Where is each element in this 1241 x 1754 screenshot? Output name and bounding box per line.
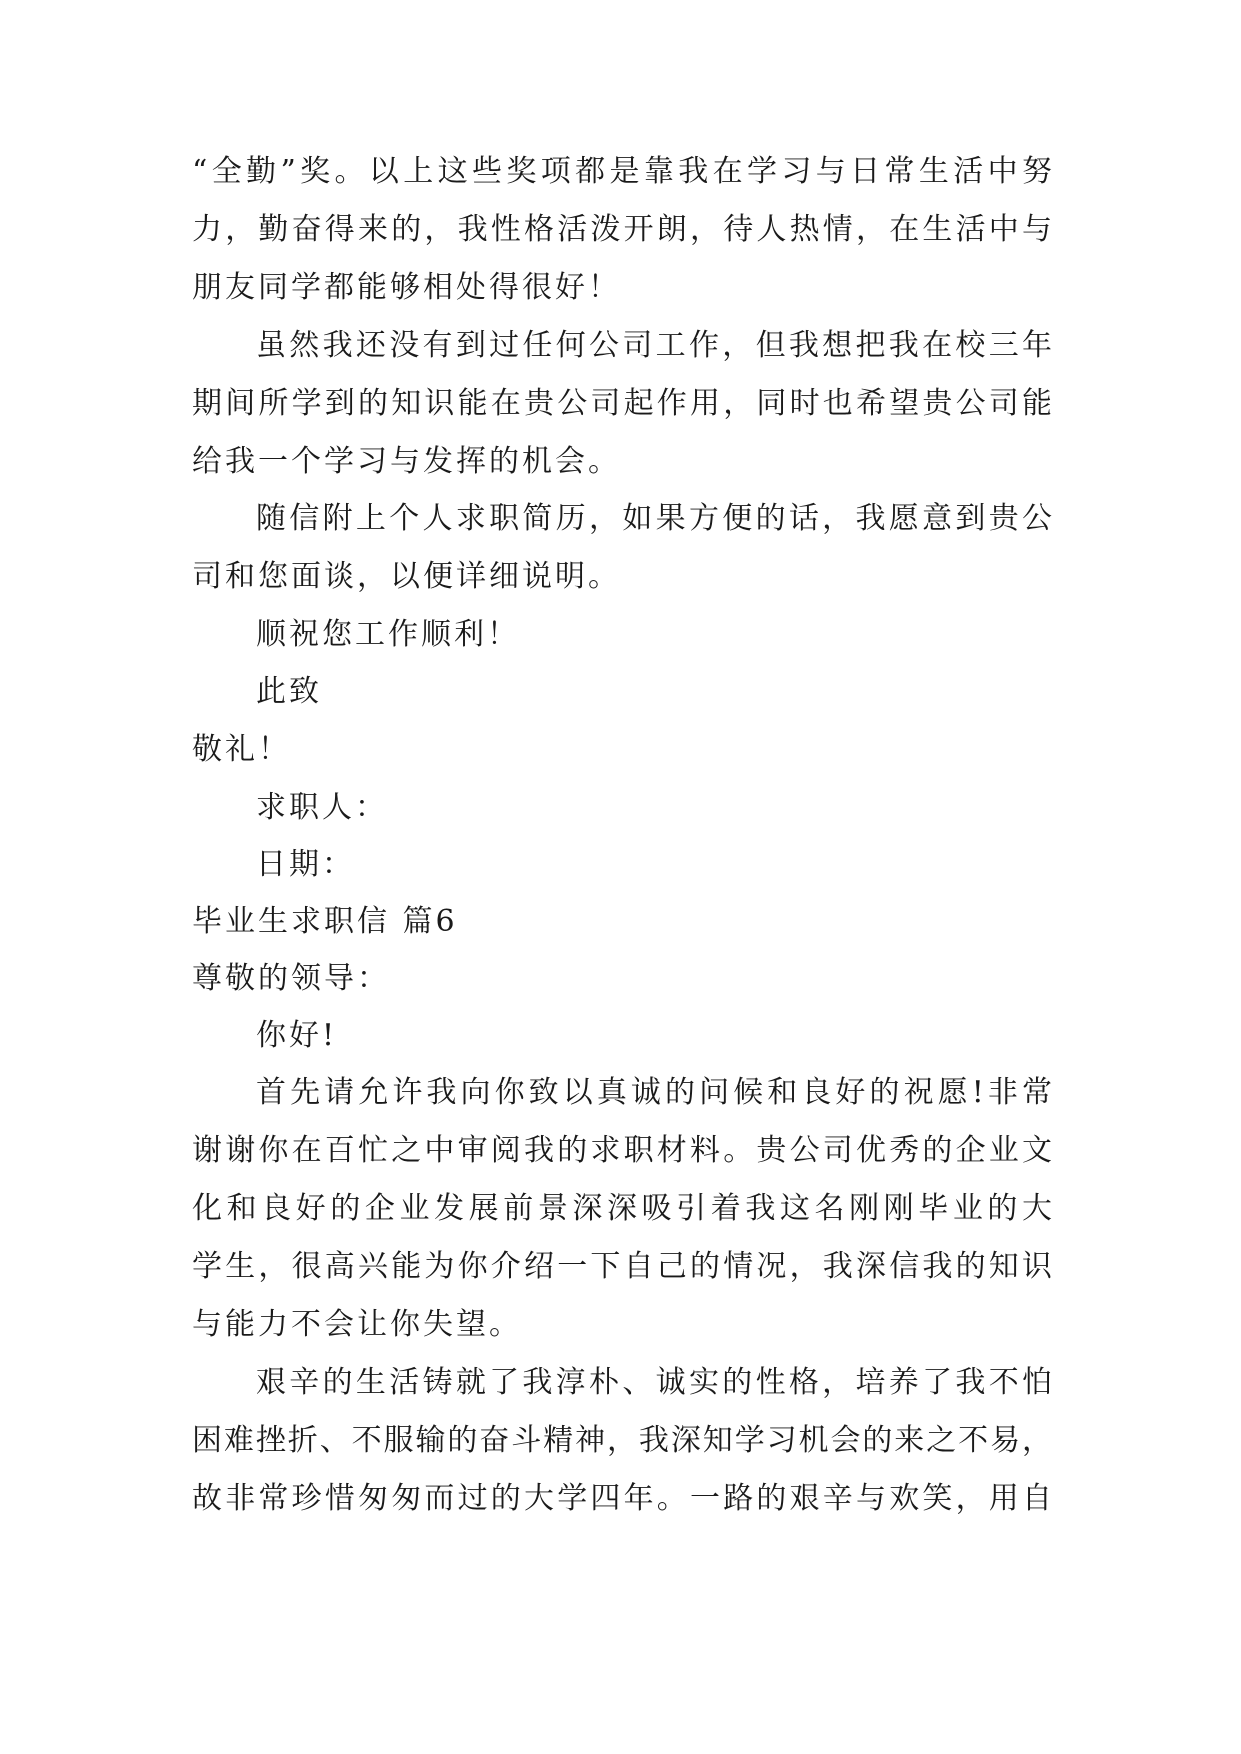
- text-line: 期间所学到的知识能在贵公司起作用，同时也希望贵公司能: [192, 386, 1052, 421]
- applicant-label: 求职人：: [256, 790, 388, 825]
- greeting: 你好!: [256, 1018, 338, 1053]
- text-line: 力，勤奋得来的，我性格活泼开朗，待人热情，在生活中与: [192, 212, 1052, 247]
- text-line: 给我一个学习与发挥的机会。: [192, 444, 621, 479]
- paragraph-first-line: 首先请允许我向你致以真诚的问候和良好的祝愿!非常: [256, 1075, 1052, 1110]
- text-line: 谢谢你在百忙之中审阅我的求职材料。贵公司优秀的企业文: [192, 1133, 1052, 1168]
- text-line: 学生，很高兴能为你介绍一下自己的情况，我深信我的知识: [192, 1249, 1052, 1284]
- text-line: 困难挫折、不服输的奋斗精神，我深知学习机会的来之不易，: [192, 1423, 1052, 1458]
- text-line: 故非常珍惜匆匆而过的大学四年。一路的艰辛与欢笑，用自: [192, 1481, 1052, 1516]
- text-line: 朋友同学都能够相处得很好！: [192, 270, 621, 305]
- paragraph-first-line: 随信附上个人求职简历，如果方便的话，我愿意到贵公: [256, 501, 1052, 536]
- paragraph-first-line: 虽然我还没有到过任何公司工作，但我想把我在校三年: [256, 328, 1052, 363]
- text-line: 化和良好的企业发展前景深深吸引着我这名刚刚毕业的大: [192, 1191, 1052, 1226]
- text-line: 与能力不会让你失望。: [192, 1307, 522, 1342]
- paragraph-first-line: 艰辛的生活铸就了我淳朴、诚实的性格，培养了我不怕: [256, 1365, 1052, 1400]
- closing-wish: 顺祝您工作顺利！: [256, 617, 520, 652]
- date-label: 日期：: [256, 847, 355, 882]
- text-line: “全勤”奖。以上这些奖项都是靠我在学习与日常生活中努: [192, 154, 1052, 189]
- closing-salutation: 此致: [256, 674, 322, 709]
- closing-regards: 敬礼！: [192, 732, 291, 767]
- greeting-recipient: 尊敬的领导：: [192, 961, 390, 996]
- section-heading: 毕业生求职信 篇6: [192, 904, 458, 939]
- text-line: 司和您面谈，以便详细说明。: [192, 559, 621, 594]
